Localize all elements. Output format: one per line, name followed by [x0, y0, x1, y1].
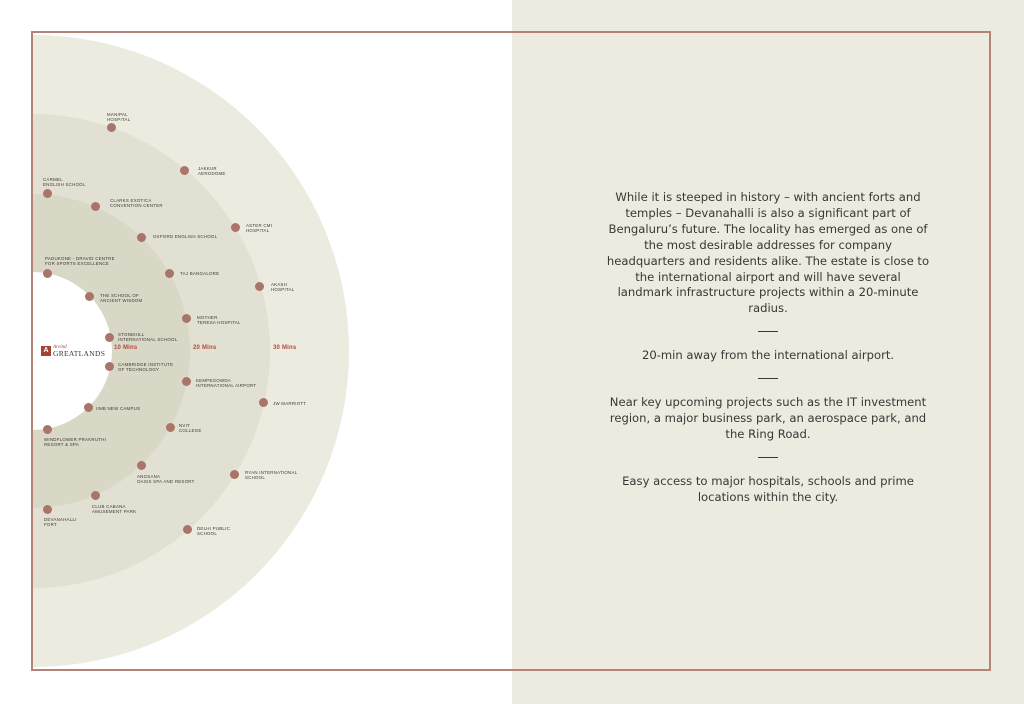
poi-label: MOTHER TERESA HOSPITAL [197, 315, 241, 326]
poi-marker[interactable] [255, 282, 295, 293]
map-pin-icon [180, 166, 189, 175]
poi-marker[interactable] [180, 166, 226, 177]
divider [758, 457, 778, 458]
poi-marker[interactable] [91, 198, 163, 211]
poi-marker[interactable] [85, 292, 143, 304]
map-pin-icon [105, 333, 114, 342]
divider [758, 331, 778, 332]
poi-label: STONEHILL INTERNATIONAL SCHOOL [118, 332, 178, 343]
poi-marker[interactable] [43, 256, 115, 278]
poi-label: NVIT COLLEGE [179, 423, 202, 434]
map-pin-icon [43, 269, 52, 278]
poi-marker[interactable] [105, 332, 178, 343]
poi-label: ANGSANA OASIS SPA AND RESORT [137, 474, 195, 485]
poi-label: DELHI PUBLIC SCHOOL [197, 526, 231, 537]
poi-marker[interactable] [91, 491, 137, 515]
project-logo [41, 345, 105, 358]
poi-marker[interactable] [137, 461, 195, 485]
logo-text [53, 345, 105, 358]
highlight-projects: Near key upcoming projects such as the IT investment region, a major business park, an aerospace park, and the Ring Road. [609, 395, 927, 441]
poi-marker[interactable] [182, 377, 257, 389]
poi-marker[interactable] [183, 525, 231, 537]
poi-marker[interactable] [166, 423, 202, 434]
map-pin-icon [105, 362, 114, 371]
location-description [606, 190, 930, 506]
poi-marker[interactable] [105, 362, 174, 373]
map-pin-icon [84, 403, 93, 412]
poi-label: JAKKUR AERODOME [198, 166, 226, 177]
map-pin-icon [182, 377, 191, 386]
poi-marker[interactable] [165, 269, 220, 278]
poi-label: AKASH HOSPITAL [271, 282, 295, 293]
divider [758, 378, 778, 379]
poi-marker[interactable] [43, 177, 86, 198]
map-pin-icon [91, 491, 100, 500]
ring-label-20: 20 Mins [193, 345, 217, 351]
logo-brand-bottom: GREATLANDS [53, 349, 106, 358]
ring-label-30: 30 Mins [273, 345, 297, 351]
map-pin-icon [182, 314, 191, 323]
poi-marker[interactable] [107, 112, 131, 132]
map-pin-icon [255, 282, 264, 291]
map-pin-icon [166, 423, 175, 432]
map-pin-icon [137, 233, 146, 242]
map-pin-icon [91, 202, 100, 211]
poi-label: ASTER CMI HOSPITAL [246, 223, 273, 234]
map-pin-icon [85, 292, 94, 301]
poi-label: KEMPEGOWDA INTERNATIONAL AIRPORT [196, 378, 257, 389]
ring-label-10: 10 Mins [114, 345, 138, 351]
logo-brand-top: Arvind [53, 345, 67, 350]
highlight-airport: 20-min away from the international airport. [641, 348, 895, 363]
poi-label: OXFORD ENGLISH SCHOOL [153, 234, 218, 239]
poi-label: CARMEL ENGLISH SCHOOL [43, 177, 86, 188]
poi-marker[interactable] [230, 470, 298, 481]
highlight-access: Easy access to major hospitals, schools and prime locations within the city. [622, 473, 914, 504]
poi-label: JW MARRIOTT [273, 401, 307, 406]
poi-marker[interactable] [43, 505, 77, 528]
map-pin-icon [231, 223, 240, 232]
map-pin-icon [107, 123, 116, 132]
map-pin-icon [43, 505, 52, 514]
poi-label: WINDFLOWER PRAKRUTHI RESORT & SPA [44, 437, 107, 448]
map-pin-icon [43, 425, 52, 434]
poi-label: CLUB CABANA AMUSEMENT PARK [92, 504, 137, 515]
poi-label: DEVANAHALLI FORT [44, 517, 77, 528]
poi-label: CAMBRIDGE INSTITUTE OF TECHNOLOGY [118, 362, 174, 373]
poi-label: MANIPAL HOSPITAL [107, 112, 131, 123]
poi-marker[interactable] [259, 398, 307, 407]
map-pin-icon [183, 525, 192, 534]
poi-marker[interactable] [231, 223, 273, 234]
logo-mark: A [41, 346, 51, 356]
map-pin-icon [259, 398, 268, 407]
intro-paragraph: While it is steeped in history – with ancient forts and temples – Devanahalli is also a significant part of Bengaluru’s future. The locality has emerged as one of the most desirable addresses for company headquarters and residents alike. The estate is close to the international airport and will have several landmark infrastructure projects within a 20-minute radius. [606, 190, 930, 316]
poi-label: PADUKONE - DRAVID CENTRE FOR SPORTS EXCELLENCE [45, 256, 115, 267]
map-pin-icon [230, 470, 239, 479]
poi-label: THE SCHOOL OF ANCIENT WISDOM [100, 293, 143, 304]
poi-label: CLARKS EXOTICA CONVENTION CENTER [110, 198, 163, 209]
map-pin-icon [137, 461, 146, 470]
poi-label: TAJ BANGALORE [180, 271, 220, 276]
poi-marker[interactable] [182, 314, 241, 326]
poi-marker[interactable] [43, 425, 107, 448]
poi-label: RYAN INTERNATIONAL SCHOOL [245, 470, 298, 481]
poi-marker[interactable] [137, 233, 218, 242]
map-pin-icon [165, 269, 174, 278]
map-pin-icon [43, 189, 52, 198]
poi-label: IIMB NEW CAMPUS [96, 406, 141, 411]
poi-marker[interactable] [84, 403, 141, 412]
